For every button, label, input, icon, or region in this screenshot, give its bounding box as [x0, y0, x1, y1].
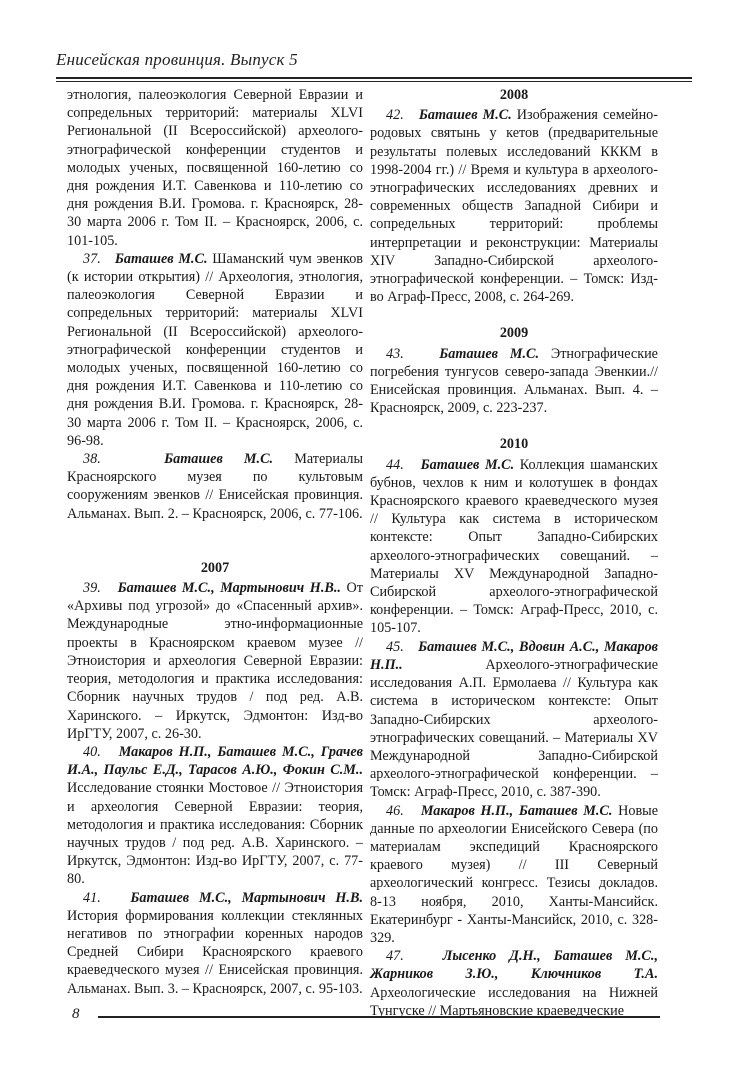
- bib-entry-47: 47. Лысенко Д.Н., Баташев М.С., Жарников З.Ю., Ключников Т.А. Археологические исследования на Нижней Тунгуске // Мартьяновские краеведческие: [370, 948, 658, 1019]
- right-column: [370, 86, 658, 1020]
- year-heading-2010: 2010: [499, 436, 529, 453]
- header-rule: [56, 77, 692, 79]
- page-number: 8: [72, 1006, 80, 1022]
- running-header: [56, 50, 692, 80]
- bib-entry-40: 40. Макаров Н.П., Баташев М.С., Грачев И.А., Паульс Е.Д., Тарасов А.Ю., Фокин С.М.. Исследование стоянки Мостовое // Этноистория и археология Северной Евразии: теория, методология и практика исследования: Сборник научных трудов / под ред. А.В. Харинского. – Иркутск, Эдмонтон: Изд-во ИрГТУ, 2007, с. 77-80.: [67, 743, 364, 888]
- header-rule-thin: [56, 81, 692, 82]
- year-heading-2009: 2009: [499, 325, 529, 342]
- bib-entry-42: 42. Баташев М.С. Изображения семейно-родовых святынь у кетов (предварительные результаты полевых исследований КККМ в 1998-2004 гг.) // Время и культура в археолого-этнографических исследованиях древних и современных обществ Западной Сибири и сопредельных территорий: проблемы интерпретации и реконструкции: Материалы XIV Западно-Сибирской археолого-этнографической конференции. – Томск: Изд-во Аграф-Пресс, 2008, с. 264-269.: [370, 107, 658, 306]
- bib-entry-41: 41. Баташев М.С., Мартынович Н.В. История формирования коллекции стеклянных негативов по этнографии коренных народов Средней Сибири Красноярского краевого краеведческого музея // Енисейская провинция. Альманах. Вып. 3. – Красноярск, 2007, с. 95-103.: [67, 889, 363, 997]
- year-heading-2007: 2007: [200, 559, 230, 576]
- bib-entry-45: 45. Баташев М.С., Вдовин А.С., Макаров Н.П.. Археолого-этнографические исследования А.П. Ермолаева // Культура как система в историческом контексте: Опыт Западно-Сибирских археолого-этнографических совещаний. – Материалы XV Международной Западно-Сибирской археолого-этнографической конференции. – Томск: Аграф-Пресс, 2010, с. 387-390.: [370, 638, 658, 801]
- header-title: Енисейская провинция. Выпуск 5: [56, 50, 298, 69]
- bib-entry-44: 44. Баташев М.С. Коллекция шаманских бубнов, чехлов к ним и колотушек в фондах Красноярского краевого краеведческого музея // Культура как система в историческом контексте: Опыт Западно-Сибирских археолого-этнографических совещаний. – Материалы XV Международной Западно-Сибирской археолого-этнографической конференции. – Томск: Аграф-Пресс, 2010, с. 105-107.: [370, 456, 658, 637]
- year-heading-2008: 2008: [499, 87, 529, 103]
- page-footer: [56, 1006, 692, 1030]
- bib-entry-43: 43. Баташев М.С. Этнографические погребения тунгусов северо-запада Эвенкии.// Енисейская провинция. Альманах. Вып. 4. – Красноярск, 2009, с. 223-237.: [370, 345, 658, 417]
- bib-entry-38: 38. Баташев М.С. Материалы Красноярского музея по культовым сооружениям эвенков // Енисейская провинция. Альманах. Вып. 2. – Красноярск, 2006, с. 77-106.: [67, 451, 363, 522]
- continued-entry: этнология, палеоэкология Северной Евразии и сопредельных территорий: материалы XLVI Региональной (II Всероссийской) археолого-этнографической конференции студентов и молодых ученых, посвященной 160-летию со дня рождения И.Т. Савенкова и 110-летию со дня рождения В.И. Громова. г. Красноярск, 28-30 марта 2006 г. Том II. – Красноярск, 2006, с. 101-105.: [67, 87, 363, 249]
- footer-rule: [98, 1016, 660, 1018]
- bib-entry-39: 39. Баташев М.С., Мартынович Н.В.. От «Архивы под угрозой» до «Спасенный архив». Международные этно-информационные проекты в Красноярском краевом музее // Этноистория и археология Северной Евразии: теория, методология и практика исследования: Сборник научных трудов / под ред. А.В. Харинского. – Иркутск, Эдмонтон: Изд-во ИрГТУ, 2007, с. 26-30.: [67, 580, 363, 742]
- bib-entry-37: 37. Баташев М.С. Шаманский чум эвенков (к истории открытия) // Археология, этнология, палеоэкология Северной Евразии и сопредельных территорий: материалы XLVI Региональной (II Всероссийской) археолого-этнографической конференции студентов и молодых ученых, посвященной 160-летию со дня рождения И.Т. Савенкова и 110-летию со дня рождения В.И. Громова. г. Красноярск, 28-30 марта 2006 г. Том II. – Красноярск, 2006, с. 96-98.: [67, 250, 363, 449]
- left-column: [67, 86, 363, 998]
- bib-entry-46: 46. Макаров Н.П., Баташев М.С. Новые данные по археологии Енисейского Севера (по материалам экспедиций Красноярского краевого музея) // III Северный археологический конгресс. Тезисы докладов. 8-13 ноября, 2010, Ханты-Мансийск. Екатеринбург - Ханты-Мансийск, 2010, с. 328-329.: [370, 802, 658, 946]
